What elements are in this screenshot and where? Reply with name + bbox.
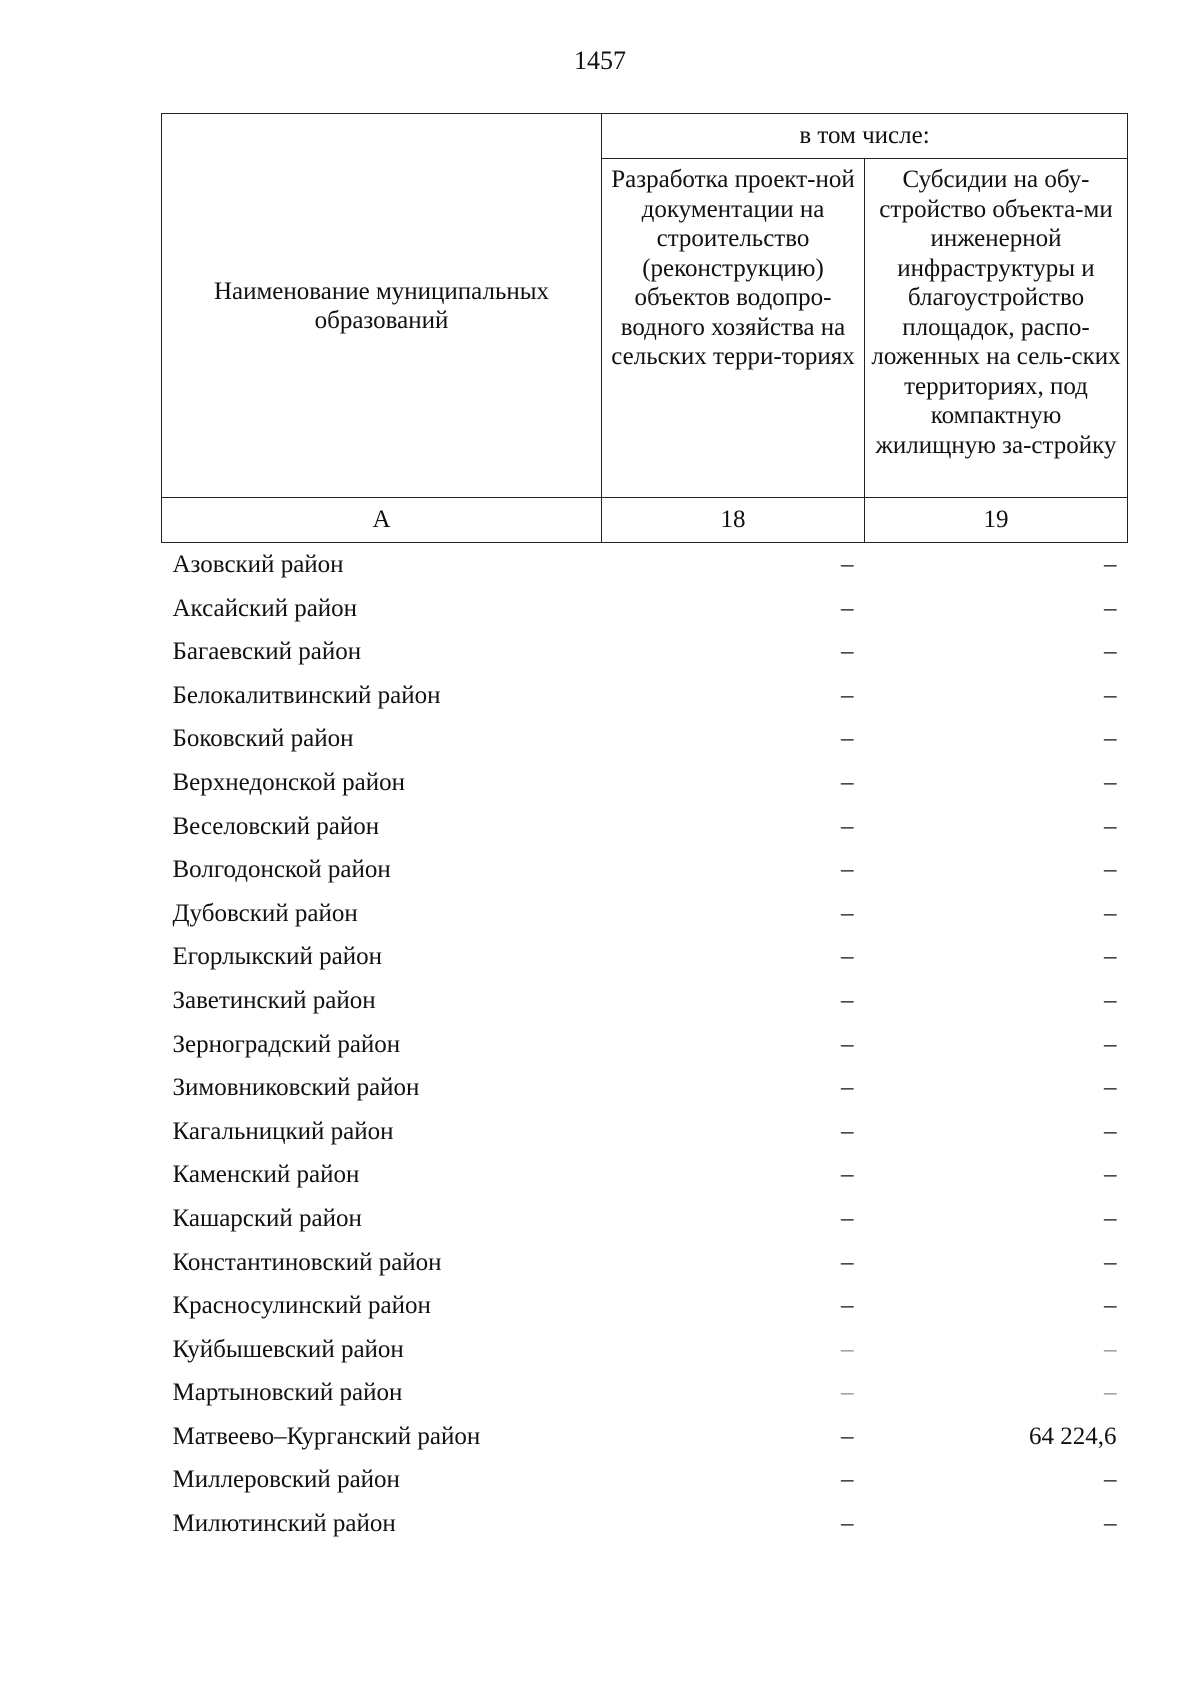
row-value-18: – — [841, 1379, 854, 1407]
table-row — [162, 848, 1128, 892]
row-name: Константиновский район — [172, 1248, 442, 1276]
row-name: Дубовский район — [172, 899, 358, 927]
table-row — [162, 1066, 1128, 1110]
row-value-18: – — [841, 899, 854, 927]
row-name: Каменский район — [172, 1161, 360, 1189]
row-value-18: – — [841, 681, 854, 709]
index-cell-a: А — [162, 498, 602, 543]
row-value-18: – — [841, 1030, 854, 1058]
row-value-18: – — [841, 1510, 854, 1538]
row-name: Егорлыкский район — [172, 943, 382, 971]
row-value-18: – — [841, 1074, 854, 1102]
row-value-18: – — [841, 1248, 854, 1276]
row-value-19: – — [1104, 899, 1117, 927]
table-row — [162, 1371, 1128, 1415]
row-value-19: – — [1104, 681, 1117, 709]
row-name: Боковский район — [172, 725, 354, 753]
table-row — [162, 717, 1128, 761]
row-name: Верхнедонской район — [172, 768, 405, 796]
table-header — [162, 114, 1128, 543]
page-number: 1457 — [574, 46, 626, 75]
row-value-19: – — [1104, 856, 1117, 884]
index-cell-19: 19 — [865, 498, 1128, 543]
row-value-19: – — [1104, 1248, 1117, 1276]
row-value-18: – — [841, 1117, 854, 1145]
table-row — [162, 1284, 1128, 1328]
table-body — [162, 543, 1128, 1546]
row-name: Матвеево–Курганский район — [172, 1422, 481, 1450]
row-name: Мартыновский район — [172, 1379, 403, 1407]
table-row — [162, 805, 1128, 849]
table-row — [162, 630, 1128, 674]
row-name: Волгодонской район — [172, 856, 391, 884]
table-row — [162, 674, 1128, 718]
row-value-19: – — [1104, 1466, 1117, 1494]
table-row — [162, 1110, 1128, 1154]
row-value-19: – — [1104, 1161, 1117, 1189]
row-name: Аксайский район — [172, 594, 358, 622]
row-value-18: – — [841, 856, 854, 884]
row-value-18: – — [841, 943, 854, 971]
table-row — [162, 543, 1128, 587]
table-row — [162, 1502, 1128, 1546]
table-row — [162, 1197, 1128, 1241]
table-row — [162, 935, 1128, 979]
table-row — [162, 1241, 1128, 1285]
row-value-19: – — [1104, 768, 1117, 796]
header-group-label: в том числе: — [602, 114, 1128, 159]
row-name: Кагальницкий район — [172, 1117, 394, 1145]
row-name: Зимовниковский район — [172, 1074, 420, 1102]
row-value-19: – — [1104, 986, 1117, 1014]
data-table — [161, 113, 1128, 1546]
row-name: Куйбышевский район — [172, 1335, 404, 1363]
row-value-18: – — [841, 1466, 854, 1494]
row-name: Миллеровский район — [172, 1466, 400, 1494]
row-value-19: – — [1104, 1379, 1117, 1407]
row-value-19: – — [1104, 1510, 1117, 1538]
table-row — [162, 979, 1128, 1023]
row-value-18: – — [841, 1422, 854, 1450]
row-name: Веселовский район — [172, 812, 380, 840]
row-value-18: – — [841, 594, 854, 622]
table-row — [162, 1458, 1128, 1502]
row-value-18: – — [841, 1161, 854, 1189]
row-value-19: – — [1104, 1030, 1117, 1058]
header-name-column: Наименование муниципальных образований — [162, 114, 602, 498]
row-value-18: – — [841, 1204, 854, 1232]
row-value-18: – — [841, 812, 854, 840]
row-value-18: – — [841, 768, 854, 796]
row-name: Заветинский район — [172, 986, 376, 1014]
row-value-18: – — [841, 1335, 854, 1363]
row-value-19: – — [1104, 1074, 1117, 1102]
row-name: Милютинский район — [172, 1510, 396, 1538]
table-row — [162, 761, 1128, 805]
row-name: Кашарский район — [172, 1204, 362, 1232]
table-row — [162, 892, 1128, 936]
row-value-18: – — [841, 986, 854, 1014]
row-value-18: – — [841, 725, 854, 753]
row-value-19: – — [1104, 812, 1117, 840]
row-name: Багаевский район — [172, 638, 362, 666]
row-name: Азовский район — [172, 551, 344, 578]
row-value-19: 64 224,6 — [1029, 1422, 1117, 1450]
row-value-19: – — [1104, 725, 1117, 753]
row-value-18: – — [841, 638, 854, 666]
row-value-18: – — [841, 551, 854, 578]
row-value-19: – — [1104, 1117, 1117, 1145]
row-name: Белокалитвинский район — [172, 681, 441, 709]
row-value-19: – — [1104, 551, 1117, 578]
row-value-18: – — [841, 1292, 854, 1320]
header-column-18: Разработка проект-ной документации на строительство (реконструкцию) объектов водопро-водного хозяйства на сельских терри-ториях — [602, 159, 865, 498]
table-row — [162, 1023, 1128, 1067]
row-value-19: – — [1104, 1335, 1117, 1363]
table-row — [162, 1328, 1128, 1372]
header-column-19: Субсидии на обу-стройство объекта-ми инженерной инфраструктуры и благоустройство площадок, распо-ложенных на сель-ских территориях, под компактную жилищную за-стройку — [865, 159, 1128, 498]
index-cell-18: 18 — [602, 498, 865, 543]
table-row — [162, 1415, 1128, 1459]
row-name: Зерноградский район — [172, 1030, 401, 1058]
row-value-19: – — [1104, 594, 1117, 622]
row-value-19: – — [1104, 1204, 1117, 1232]
row-value-19: – — [1104, 1292, 1117, 1320]
row-name: Красносулинский район — [172, 1292, 431, 1320]
row-value-19: – — [1104, 943, 1117, 971]
row-value-19: – — [1104, 638, 1117, 666]
table-row — [162, 1153, 1128, 1197]
table-row — [162, 587, 1128, 631]
